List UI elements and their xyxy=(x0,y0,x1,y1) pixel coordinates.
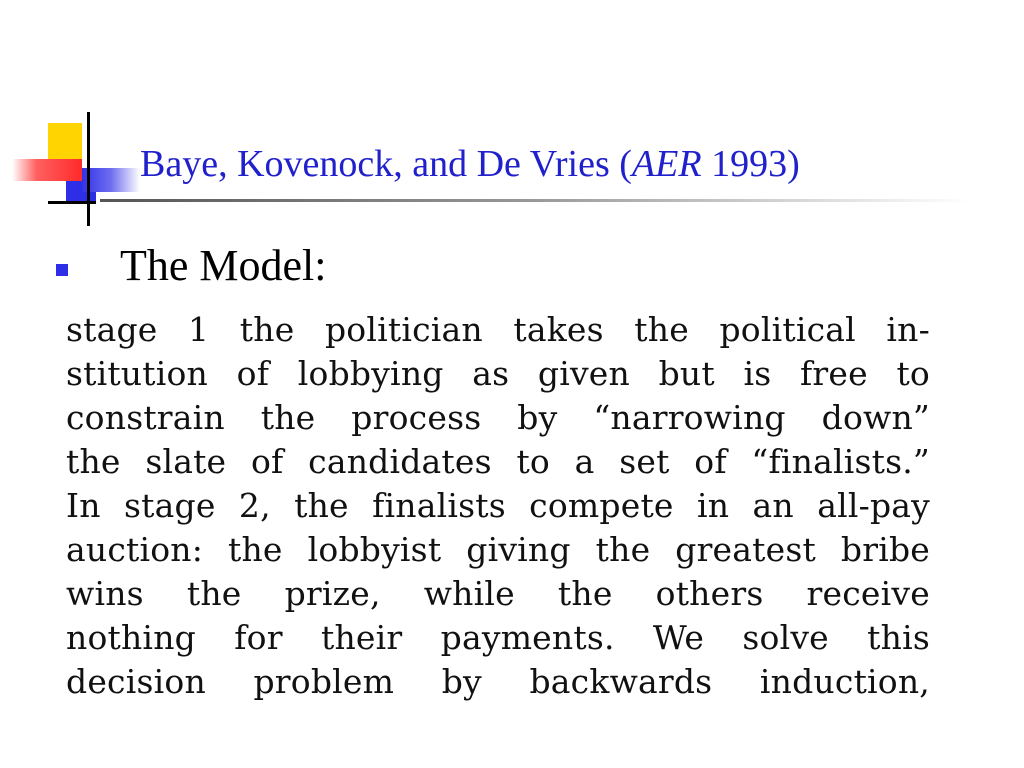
slide-logo-decoration xyxy=(0,0,140,240)
excerpt-line: In stage 2, the finalists compete in an all-pay xyxy=(66,486,930,525)
title-underline xyxy=(100,199,970,202)
title-prefix: Baye, Kovenock, and De Vries ( xyxy=(140,143,632,185)
logo-horizontal-line xyxy=(48,201,96,204)
excerpt-line: auction: the lobbyist giving the greatest bribe xyxy=(66,530,930,569)
title-journal: AER xyxy=(631,143,702,185)
excerpt-line: stitution of lobbying as given but is free to xyxy=(66,354,930,393)
excerpt-line: wins the prize, while the others receive xyxy=(66,574,930,613)
excerpt-line: stage 1 the politician takes the political in- xyxy=(66,310,930,349)
excerpt-line: the slate of candidates to a set of “finalists.” xyxy=(66,442,930,481)
excerpt-line: constrain the process by “narrowing down” xyxy=(66,398,930,437)
logo-red-bar xyxy=(12,159,82,181)
excerpt-line: nothing for their payments. We solve this xyxy=(66,618,930,657)
title-suffix: 1993) xyxy=(701,143,800,185)
logo-vertical-line xyxy=(87,112,90,226)
bullet-square-icon xyxy=(56,264,68,276)
slide-title xyxy=(140,144,800,186)
excerpt-line: decision problem by backwards induction, xyxy=(66,662,930,701)
scanned-excerpt xyxy=(66,308,930,704)
logo-blue-bar xyxy=(82,168,140,192)
logo-yellow-square xyxy=(48,123,82,163)
bullet-text: The Model: xyxy=(120,241,327,290)
